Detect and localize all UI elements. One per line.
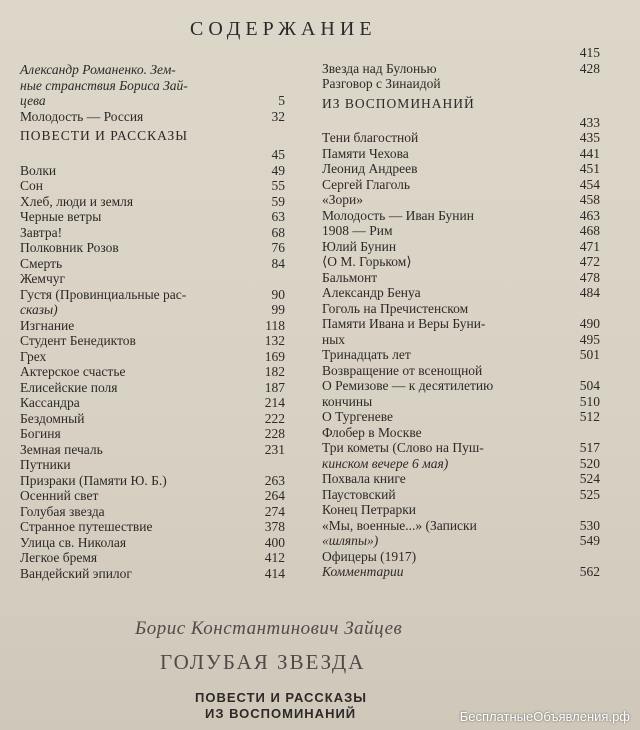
toc-entry-title: Паустовский <box>322 486 396 502</box>
toc-entry <box>20 550 285 566</box>
toc-entry-title: Юлий Бунин <box>322 238 397 254</box>
toc-entry-page: 228 <box>264 426 285 441</box>
toc-entry-title: Конец Петрарки <box>322 502 416 517</box>
toc-entry-title: кончины <box>322 393 373 409</box>
toc-entry-page: 524 <box>579 471 600 486</box>
toc-entry <box>322 425 600 441</box>
toc-entry-title: Богиня <box>20 426 61 441</box>
toc-entry-title: Земная печаль <box>20 441 103 457</box>
toc-entry <box>20 380 285 396</box>
toc-entry-page: 428 <box>579 60 600 76</box>
toc-entry-page: 90 <box>271 286 285 302</box>
toc-entry <box>322 130 600 146</box>
toc-entry-page: 520 <box>579 455 600 471</box>
toc-entry-title: Тринадцать лет <box>322 347 411 362</box>
toc-entry-title: Сергей Глаголь <box>322 176 411 192</box>
toc-entry-page: 415 <box>579 45 600 60</box>
toc-entry <box>20 62 285 78</box>
toc-entry-title: Осенний свет <box>20 488 99 503</box>
toc-entry-title: Студент Бенедиктов <box>20 333 136 348</box>
toc-entry <box>322 347 600 363</box>
toc-entry-title: Памяти Чехова <box>322 145 409 161</box>
toc-entry-page: 63 <box>271 209 285 224</box>
toc-entry <box>20 519 285 535</box>
toc-entry <box>20 318 285 334</box>
toc-entry <box>20 364 285 380</box>
toc-entry-page: 132 <box>264 333 285 348</box>
toc-entry-page: 187 <box>264 379 285 395</box>
toc-entry-page: 378 <box>264 519 285 534</box>
toc-entry <box>20 395 285 411</box>
toc-entry-title: Похвала книге <box>322 471 406 486</box>
toc-entry-page: 517 <box>579 440 600 455</box>
toc-entry-page: 274 <box>264 503 285 519</box>
toc-entry-title: Три кометы (Слово на Пуш- <box>322 440 484 455</box>
toc-entry <box>20 488 285 504</box>
toc-entry <box>322 115 600 131</box>
toc-entry <box>20 411 285 427</box>
toc-entry-page: 222 <box>264 410 285 426</box>
toc-entry-title: Голубая звезда <box>20 503 105 519</box>
toc-entry-page: 495 <box>579 331 600 347</box>
toc-entry-page: 512 <box>579 409 600 424</box>
toc-entry <box>322 301 600 317</box>
toc-entry-title: Звезда над Булонью <box>322 60 437 76</box>
toc-entry <box>20 473 285 489</box>
toc-entry <box>20 566 285 582</box>
toc-entry-page: 68 <box>271 224 285 240</box>
toc-entry-title: Странное путешествие <box>20 519 153 534</box>
toc-entry-page: 458 <box>579 192 600 207</box>
toc-entry-title: Легкое бремя <box>20 550 98 565</box>
subtitle-line-2: ИЗ ВОСПОМИНАНИЙ <box>205 706 357 721</box>
toc-entry-page: 49 <box>271 162 285 178</box>
toc-entry <box>20 333 285 349</box>
toc-entry <box>20 271 285 287</box>
toc-entry <box>322 76 600 92</box>
toc-entry <box>20 194 285 210</box>
toc-entry-title: Путники <box>20 457 71 472</box>
toc-entry <box>322 564 600 580</box>
toc-entry-title: Грех <box>20 348 47 364</box>
toc-entry-page: 454 <box>579 176 600 192</box>
toc-entry-title: Разговор с Зинаидой <box>322 76 441 91</box>
toc-entry-page: 84 <box>271 255 285 271</box>
toc-entry <box>20 78 285 94</box>
book-title: ГОЛУБАЯ ЗВЕЗДА <box>160 650 366 674</box>
toc-entry-title: сказы) <box>20 302 58 317</box>
toc-entry-page: 182 <box>264 364 285 379</box>
toc-entry <box>20 147 285 163</box>
toc-entry <box>20 535 285 551</box>
toc-entry <box>20 442 285 458</box>
toc-entry-page: 451 <box>579 161 600 176</box>
subtitle-line-1: ПОВЕСТИ И РАССКАЗЫ <box>195 690 367 705</box>
toc-entry <box>322 394 600 410</box>
toc-entry-page: 530 <box>579 517 600 533</box>
toc-entry <box>322 487 600 503</box>
toc-entry-title: Молодость — Иван Бунин <box>322 207 474 223</box>
toc-entry-page: 510 <box>579 393 600 409</box>
toc-entry <box>20 302 285 318</box>
toc-entry-page: 55 <box>271 178 285 193</box>
toc-entry <box>322 533 600 549</box>
toc-entry <box>20 240 285 256</box>
toc-entry-title: Леонид Андреев <box>322 161 418 176</box>
toc-entry-page: 5 <box>278 93 285 108</box>
toc-entry-title: 1908 — Рим <box>322 223 393 238</box>
page-title: СОДЕРЖАНИЕ <box>190 18 377 40</box>
toc-entry-page: 264 <box>264 488 285 503</box>
toc-entry-title: Офицеры (1917) <box>322 548 417 564</box>
toc-entry-page: 471 <box>579 238 600 254</box>
toc-entry <box>322 332 600 348</box>
toc-entry-title: Улица св. Николая <box>20 534 127 550</box>
watermark: БесплатныеОбъявления.рф <box>459 709 630 724</box>
toc-entry-title: ных <box>322 331 346 347</box>
toc-entry-page: 504 <box>579 378 600 393</box>
toc-left-column <box>20 62 285 581</box>
toc-entry-title: Комментарии <box>322 564 404 579</box>
toc-entry <box>20 256 285 272</box>
toc-entry-page: 435 <box>579 130 600 145</box>
toc-entry-title: Гоголь на Пречистенском <box>322 300 469 316</box>
toc-entry-title: О Ремизове — к десятилетию <box>322 378 494 393</box>
toc-entry-title: ⟨О М. Горьком⟩ <box>322 254 412 269</box>
toc-right-column <box>322 45 600 580</box>
toc-entry-title: Призраки (Памяти Ю. Б.) <box>20 472 167 488</box>
toc-entry-title: ные странствия Бориса Зай- <box>20 77 188 93</box>
toc-entry <box>20 163 285 179</box>
toc-entry-title: Густя (Провинциальные рас- <box>20 286 187 302</box>
toc-entry-page: 562 <box>579 564 600 579</box>
toc-entry-page: 32 <box>271 108 285 124</box>
toc-entry-page: 501 <box>579 347 600 362</box>
toc-entry-title: Изгнание <box>20 317 75 333</box>
toc-entry-title: Бездомный <box>20 410 85 426</box>
toc-entry <box>322 456 600 472</box>
toc-entry <box>322 61 600 77</box>
toc-entry <box>20 457 285 473</box>
toc-entry-title: кинском вечере 6 мая) <box>322 455 449 471</box>
toc-entry-title: Флобер в Москве <box>322 424 422 440</box>
toc-entry <box>322 161 600 177</box>
toc-entry-title: Александр Бенуа <box>322 285 421 300</box>
toc-entry <box>20 209 285 225</box>
toc-entry-title: «Мы, военные...» (Записки <box>322 517 477 533</box>
toc-entry <box>322 223 600 239</box>
toc-entry-page: 525 <box>579 486 600 502</box>
toc-entry <box>322 208 600 224</box>
toc-entry <box>322 440 600 456</box>
toc-entry <box>322 146 600 162</box>
toc-entry-title: Жемчуг <box>20 271 66 286</box>
toc-entry-page: 478 <box>579 269 600 285</box>
toc-entry-page: 231 <box>264 441 285 457</box>
toc-entry-page: 484 <box>579 285 600 300</box>
toc-entry <box>20 225 285 241</box>
toc-entry-page: 414 <box>264 565 285 581</box>
toc-entry-page: 400 <box>264 534 285 550</box>
toc-entry-page: 169 <box>264 348 285 364</box>
toc-entry-title: О Тургеневе <box>322 409 394 424</box>
toc-entry-title: Актерское счастье <box>20 364 126 379</box>
toc-entry <box>322 239 600 255</box>
toc-entry-page: 263 <box>264 472 285 488</box>
toc-entry-title: Полковник Розов <box>20 240 119 255</box>
toc-entry-page: 441 <box>579 145 600 161</box>
toc-entry-title: Хлеб, люди и земля <box>20 193 134 209</box>
toc-entry <box>20 426 285 442</box>
toc-entry <box>322 316 600 332</box>
toc-entry-title: Бальмонт <box>322 269 378 285</box>
toc-entry-title: Молодость — Россия <box>20 108 144 124</box>
toc-entry <box>20 287 285 303</box>
toc-entry-title: Вандейский эпилог <box>20 565 132 581</box>
toc-entry-title: Завтра! <box>20 224 63 240</box>
toc-entry <box>322 45 600 61</box>
toc-entry-page: 433 <box>579 114 600 130</box>
toc-entry <box>20 504 285 520</box>
toc-entry-page: 463 <box>579 207 600 223</box>
toc-entry-title: Кассандра <box>20 395 80 410</box>
toc-entry <box>20 93 285 109</box>
toc-entry-page: 118 <box>265 317 285 333</box>
section-heading: ПОВЕСТИ И РАССКАЗЫ <box>20 128 189 143</box>
toc-entry-title: Памяти Ивана и Веры Буни- <box>322 316 486 331</box>
toc-entry-title: Волки <box>20 162 57 178</box>
toc-entry-title: Тени благостной <box>322 130 419 145</box>
author-name: Борис Константинович Зайцев <box>135 618 403 639</box>
toc-entry <box>322 363 600 379</box>
toc-entry <box>322 471 600 487</box>
toc-entry-page: 412 <box>264 550 285 565</box>
toc-entry-page: 76 <box>271 240 285 255</box>
section-heading: ИЗ ВОСПОМИНАНИЙ <box>322 95 475 111</box>
toc-entry <box>322 270 600 286</box>
toc-entry-title: «Зори» <box>322 192 363 207</box>
toc-entry-page: 214 <box>264 395 285 410</box>
toc-entry <box>322 254 600 270</box>
toc-entry-page: 59 <box>271 193 285 209</box>
toc-entry-title: Черные ветры <box>20 209 102 224</box>
toc-entry-page: 45 <box>271 147 285 162</box>
toc-entry <box>322 177 600 193</box>
toc-entry <box>20 178 285 194</box>
toc-entry <box>20 109 285 125</box>
toc-entry <box>20 349 285 365</box>
toc-entry <box>322 502 600 518</box>
toc-entry <box>322 378 600 394</box>
toc-entry-title: Елисейские поля <box>20 379 118 395</box>
toc-entry <box>322 192 600 208</box>
toc-entry-title: «шляпы») <box>322 533 379 548</box>
toc-entry <box>322 518 600 534</box>
toc-entry-page: 468 <box>579 223 600 238</box>
toc-entry-title: Сон <box>20 178 43 193</box>
toc-entry-page: 549 <box>579 533 600 548</box>
toc-entry-title: Александр Романенко. Зем- <box>20 62 176 77</box>
toc-entry-page: 99 <box>271 302 285 317</box>
toc-entry-page: 472 <box>579 254 600 269</box>
toc-entry-page: 490 <box>579 316 600 331</box>
toc-entry <box>322 409 600 425</box>
toc-entry <box>322 549 600 565</box>
toc-entry <box>322 285 600 301</box>
toc-entry-title: Возвращение от всенощной <box>322 362 483 378</box>
toc-entry-title: цева <box>20 93 46 108</box>
toc-entry-title: Смерть <box>20 255 63 271</box>
